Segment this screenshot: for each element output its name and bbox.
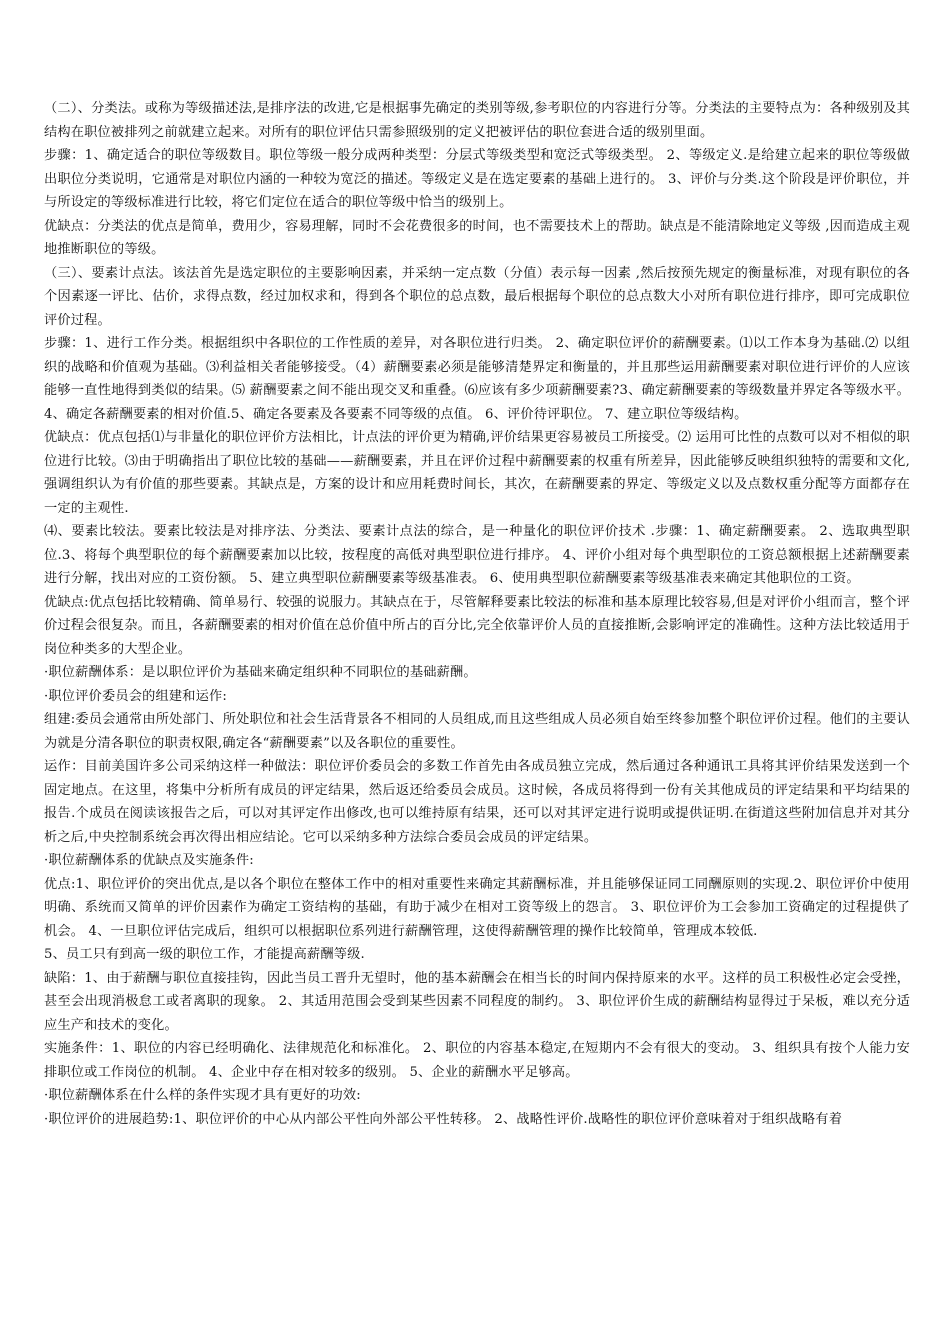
- paragraph-advantage-5: 5、员工只有到高一级的职位工作，才能提高薪酬等级.: [44, 947, 365, 962]
- paragraph-point-factor-steps: 步骤：1、进行工作分类。根据组织中各职位的工作性质的差异，对各职位进行归类。 2、确定职位评价的薪酬要素。⑴以工作本身为基础.⑵ 以组织的战略和价值观为基础。⑶利益相关者能够接受。（4）薪酬要素必须是能够清楚界定和衡量的，并且那些运用薪酬要素对职位进行评价的人应该能够一直性地得到类似的结果。⑸ 薪酬要素之间不能出现交叉和重叠。⑹应该有多少项薪酬要素?3、确定薪酬要素的等级数量并界定各等级水平。 4、确定各薪酬要素的相对价值.5、确定各要素及各要素不同等级的点值。 6、评价待评职位。 7、建立职位等级结构。: [44, 336, 910, 422]
- paragraph-classification-method: （二）、分类法。或称为等级描述法,是排序法的改进,它是根据事先确定的类别等级,参考职位的内容进行分等。分类法的主要特点为：各种级别及其结构在职位被排列之前就建立起来。对所有的职位评估只需参照级别的定义把被评估的职位套进合适的级别里面。: [44, 101, 910, 140]
- paragraph-advantages: 优点:1、职位评价的突出优点,是以各个职位在整体工作中的相对重要性来确定其薪酬标准，并且能够保证同工同酬原则的实现.2、职位评价中使用明确、系统而又简单的评价因素作为确定工资结构的基础，有助于减少在相对工资等级上的怨言。 3、职位评价为工会参加工资确定的过程提供了机会。 4、一旦职位评估完成后，组织可以根据职位系列进行薪酬管理，这使得薪酬管理的操作比较简单，管理成本较低.: [44, 876, 910, 939]
- paragraph-factor-comparison-method: ⑷、要素比较法。要素比较法是对排序法、分类法、要素计点法的综合，是一种量化的职位评价技术 .步骤：1、确定薪酬要素。 2、选取典型职位.3、将每个典型职位的每个薪酬要素加以比较，按程度的高低对典型职位进行排序。 4、评价小组对每个典型职位的工资总额根据上述薪酬要素进行分解，找出对应的工资份额。 5、建立典型职位薪酬要素等级基准表。 6、使用典型职位薪酬要素等级基准表来确定其他职位的工资。: [44, 524, 910, 586]
- paragraph-point-factor-method: （三）、要素计点法。该法首先是选定职位的主要影响因素，并采纳一定点数（分值）表示每一因素 ,然后按预先规定的衡量标准，对现有职位的各个因素逐一评比、估价，求得点数，经过加权求和，得到各个职位的总点数，最后根据每个职位的总点数大小对所有职位进行排序，即可完成职位评价过程。: [44, 265, 910, 328]
- paragraph-committee-heading: ·职位评价委员会的组建和运作:: [44, 688, 228, 704]
- paragraph-factor-comparison-pros-cons: 优缺点:优点包括比较精确、简单易行、较强的说服力。其缺点在于，尽管解释要素比较法的标准和基本原理比较容易,但是对评价小组而言，整个评价过程会很复杂。而且，各薪酬要素的相对价值在总价值中所占的百分比,完全依靠评价人员的直接推断,会影响评定的准确性。这种方法比较适用于岗位种类多的大型企业。: [44, 594, 910, 657]
- paragraph-conditions-heading: ·职位薪酬体系在什么样的条件实现才具有更好的功效:: [44, 1088, 361, 1103]
- paragraph-committee-operation: 运作：目前美国许多公司采纳这样一种做法：职位评价委员会的多数工作首先由各成员独立完成，然后通过各种通讯工具将其评价结果发送到一个固定地点。在这里，将集中分析所有成员的评定结果，然后返还给委员会成员。这时候，各成员将得到一份有关其他成员的评定结果和平均结果的报告.个成员在阅读该报告之后，可以对其评定作出修改,也可以维持原有结果，还可以对其评定进行说明或提供证明.在街道这些附加信息并对其分析之后,中央控制系统会再次得出相应结论。它可以采纳多种方法综合委员会成员的评定结果。: [44, 759, 910, 845]
- paragraph-classification-steps: 步骤：1、确定适合的职位等级数目。职位等级一般分成两种类型：分层式等级类型和宽泛式等级类型。 2、等级定义.是给建立起来的职位等级做出职位分类说明，它通常是对职位内涵的一种较为宽泛的描述。等级定义是在选定要素的基础上进行的。 3、评价与分类.这个阶段是评价职位，并与所设定的等级标准进行比较，将它们定位在适合的职位等级中恰当的级别上。: [44, 148, 910, 210]
- paragraph-job-pay-system: ·职位薪酬体系：是以职位评价为基础来确定组织种不同职位的基础薪酬。: [44, 665, 477, 680]
- paragraph-pros-cons-heading: ·职位薪酬体系的优缺点及实施条件:: [44, 853, 254, 868]
- paragraph-implementation-conditions: 实施条件：1、职位的内容已经明确化、法律规范化和标准化。 2、职位的内容基本稳定,在短期内不会有很大的变动。 3、组织具有按个人能力安排职位或工作岗位的机制。 4、企业中存在相对较多的级别。 5、企业的薪酬水平足够高。: [44, 1041, 910, 1080]
- paragraph-evaluation-trends: ·职位评价的进展趋势:1、职位评价的中心从内部公平性向外部公平性转移。 2、战略性评价.战略性的职位评价意味着对于组织战略有着: [44, 1111, 843, 1127]
- paragraph-committee-formation: 组建:委员会通常由所处部门、所处职位和社会生活背景各不相同的人员组成,而且这些组成人员必须自始至终参加整个职位评价过程。他们的主要认为就是分清各职位的职责权限,确定各“薪酬要素”以及各职位的重要性。: [44, 712, 910, 751]
- paragraph-classification-pros-cons: 优缺点：分类法的优点是简单，费用少，容易理解，同时不会花费很多的时间，也不需要技术上的帮助。缺点是不能清除地定义等级 ,因而造成主观地推断职位的等级。: [44, 218, 910, 257]
- paragraph-point-factor-pros-cons: 优缺点：优点包括⑴与非量化的职位评价方法相比，计点法的评价更为精确,评价结果更容易被员工所接受。⑵ 运用可比性的点数可以对不相似的职位进行比较。⑶由于明确指出了职位比较的基础——薪酬要素，并且在评价过程中薪酬要素的权重有所差异，因此能够反映组织独特的需要和文化,强调组织认为有价值的那些要素。其缺点是，方案的设计和应用耗费时间长，其次，在薪酬要素的界定、等级定义以及点数权重分配等方面都存在一定的主观性.: [44, 430, 910, 516]
- paragraph-disadvantages: 缺陷：1、由于薪酬与职位直接挂钩，因此当员工晋升无望时，他的基本薪酬会在相当长的时间内保持原来的水平。这样的员工积极性必定会受挫，甚至会出现消极怠工或者离职的现象。 2、其适用范围会受到某些因素不同程度的制约。 3、职位评价生成的薪酬结构显得过于呆板，难以充分适应生产和技术的变化。: [44, 970, 910, 1033]
- document-body: [44, 97, 910, 1131]
